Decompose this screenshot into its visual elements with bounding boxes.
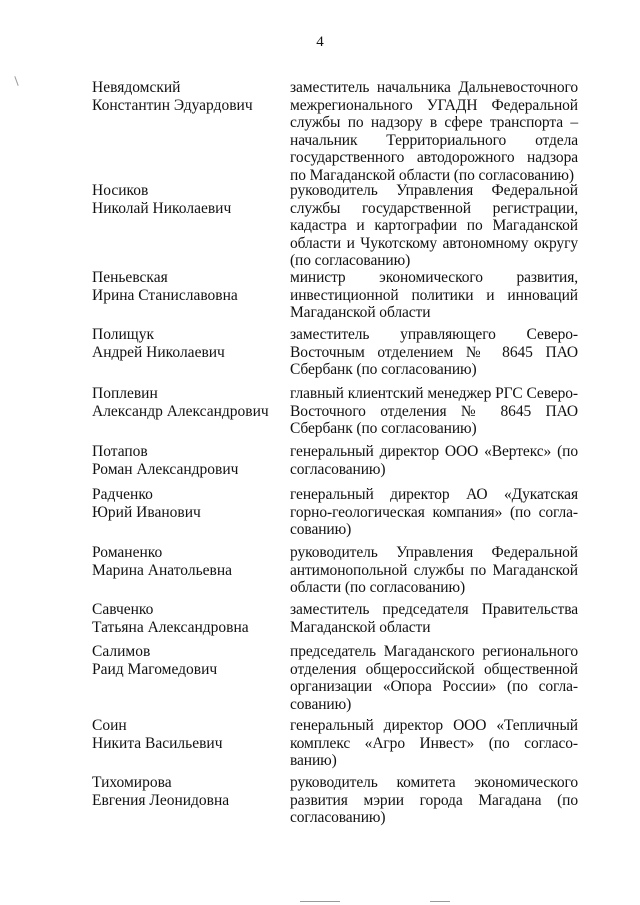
person-name xyxy=(92,443,238,478)
surname: Полищук xyxy=(92,326,154,343)
surname: Салимов xyxy=(92,643,151,660)
person-name xyxy=(92,269,238,304)
surname: Тихомирова xyxy=(92,774,172,791)
person-name xyxy=(92,486,201,521)
given-names: Андрей Николаевич xyxy=(92,343,225,361)
person-name xyxy=(92,326,225,361)
person-name xyxy=(92,79,253,114)
given-names: Татьяна Александровна xyxy=(92,618,249,636)
person-name xyxy=(92,717,223,752)
surname: Соин xyxy=(92,717,127,734)
person-position: генеральный директор АО «Дукатская горно-геологическая компания» (по согла-сованию) xyxy=(290,486,578,539)
surname: Пеньевская xyxy=(92,269,168,286)
given-names: Роман Александрович xyxy=(92,460,239,478)
scan-artifact xyxy=(14,76,18,86)
person-position: главный клиентский менеджер РГС Северо-Восточного отделения № 8645 ПАО Сбербанк (по согласованию) xyxy=(290,385,578,438)
scan-artifact xyxy=(300,901,340,902)
given-names: Ирина Станиславовна xyxy=(92,286,238,304)
person-name xyxy=(92,182,231,217)
person-name xyxy=(92,774,229,809)
person-position: заместитель управляющего Северо-Восточным отделением № 8645 ПАО Сбербанк (по согласованию) xyxy=(290,326,578,379)
given-names: Константин Эдуардович xyxy=(92,96,253,114)
person-name xyxy=(92,544,232,579)
surname: Поплевин xyxy=(92,385,158,402)
person-name xyxy=(92,643,217,678)
person-name xyxy=(92,385,269,420)
surname: Савченко xyxy=(92,601,154,618)
given-names: Евгения Леонидовна xyxy=(92,791,230,809)
person-position: министр экономического развития, инвестиционной политики и инноваций Магаданской области xyxy=(290,269,578,322)
surname: Радченко xyxy=(92,486,153,503)
person-position: заместитель начальника Дальневосточного межрегионального УГАДН Федеральной службы по надзору в сфере транспорта – начальник Территориального отдела государственного автодорожного надзора по Магаданской области (по согласованию) xyxy=(290,79,578,184)
person-name xyxy=(92,601,249,636)
person-position: руководитель комитета экономического развития мэрии города Магадана (по согласованию) xyxy=(290,774,578,827)
person-position: генеральный директор ООО «Тепличный комплекс «Агро Инвест» (по согласо-ванию) xyxy=(290,717,578,770)
surname: Потапов xyxy=(92,443,148,460)
surname: Романенко xyxy=(92,544,163,561)
given-names: Марина Анатольевна xyxy=(92,561,233,579)
page-number: 4 xyxy=(316,34,324,50)
given-names: Никита Васильевич xyxy=(92,734,223,752)
surname: Носиков xyxy=(92,182,149,199)
person-position: генеральный директор ООО «Вертекс» (по согласованию) xyxy=(290,443,578,478)
person-position: руководитель Управления Федеральной службы государственной регистрации, кадастра и картографии по Магаданской области и Чукотскому автономному округу (по согласованию) xyxy=(290,182,578,270)
given-names: Александр Александрович xyxy=(92,402,269,420)
given-names: Николай Николаевич xyxy=(92,199,232,217)
scan-artifact xyxy=(430,901,450,902)
surname: Невядомский xyxy=(92,79,181,96)
person-position: руководитель Управления Федеральной антимонопольной службы по Магаданской области (по согласованию) xyxy=(290,544,578,597)
person-position: председатель Магаданского регионального отделения общероссийской общественной организации «Опора России» (по согла-сованию) xyxy=(290,643,578,713)
given-names: Юрий Иванович xyxy=(92,503,201,521)
person-position: заместитель председателя Правительства Магаданской области xyxy=(290,601,578,636)
given-names: Раид Магомедович xyxy=(92,660,218,678)
